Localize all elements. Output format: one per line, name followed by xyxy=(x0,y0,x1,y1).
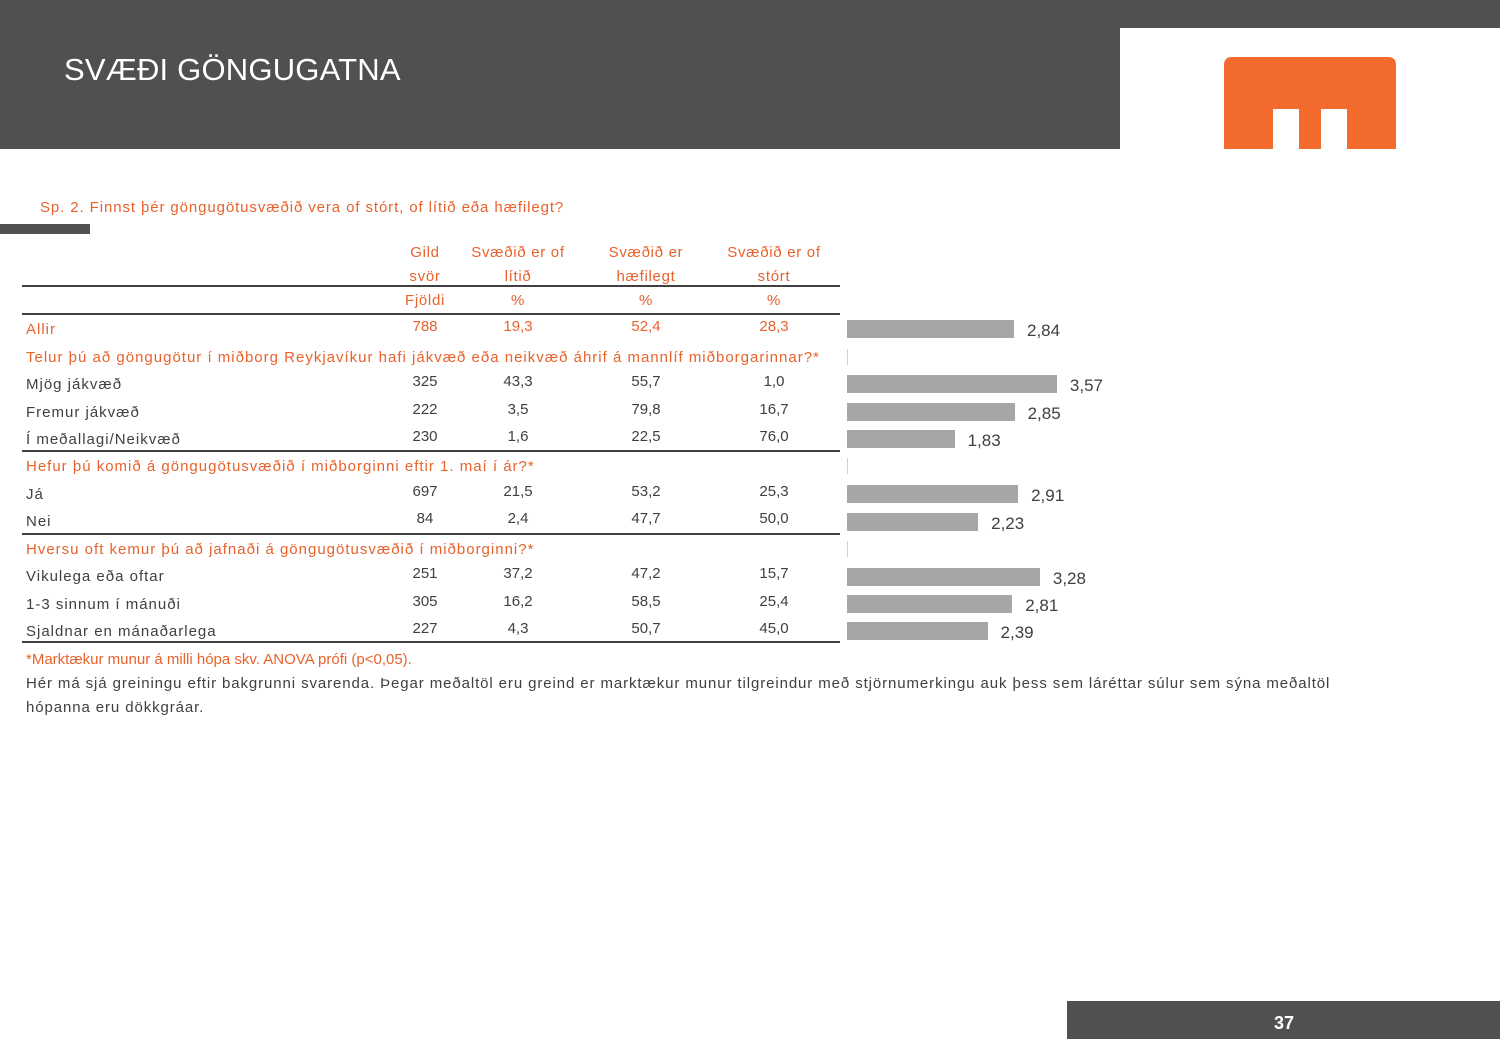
cell-percent: 16,7 xyxy=(759,401,789,418)
cell-percent: 50,7 xyxy=(631,620,661,637)
col-unit-percent: % xyxy=(766,292,782,309)
mean-label: 2,85 xyxy=(1027,404,1061,423)
accent-bar xyxy=(0,224,90,234)
col-header-count: Gild svör xyxy=(409,244,441,285)
page-number: 37 xyxy=(1273,1013,1295,1033)
mean-bar xyxy=(847,622,988,640)
cell-count: 230 xyxy=(412,428,438,445)
col-header-too-big: Svæðið er of stórt xyxy=(727,244,821,285)
cell-percent: 47,2 xyxy=(631,565,661,582)
cell-percent: 21,5 xyxy=(503,483,533,500)
cell-percent: 25,3 xyxy=(759,483,789,500)
axis-tick xyxy=(847,541,848,557)
mean-bar xyxy=(847,375,1057,393)
group-title: Telur þú að göngugötur í miðborg Reykjavíkur hafi jákvæð eða neikvæð áhrif á mannlíf miðborgarinnar?* xyxy=(26,349,820,366)
cell-percent: 50,0 xyxy=(759,510,789,527)
cell-count: 227 xyxy=(412,620,438,637)
mean-bar xyxy=(847,430,955,448)
cell-percent: 76,0 xyxy=(759,428,789,445)
mean-label: 2,84 xyxy=(1026,321,1061,340)
cell-percent: 53,2 xyxy=(631,483,661,500)
cell-count: 697 xyxy=(412,483,438,500)
cell-percent: 47,7 xyxy=(631,510,661,527)
mean-bar xyxy=(847,595,1012,613)
col-unit-percent: % xyxy=(510,292,526,309)
cell-percent: 37,2 xyxy=(503,565,533,582)
group-rule xyxy=(22,450,840,452)
brand-logo-icon xyxy=(1224,57,1396,149)
cell-percent: 1,6 xyxy=(507,428,529,445)
mean-bar xyxy=(847,568,1040,586)
cell-count: 222 xyxy=(412,401,438,418)
row-label: 1-3 sinnum í mánuði xyxy=(26,596,181,613)
cell-percent: 22,5 xyxy=(631,428,661,445)
col-unit-percent: % xyxy=(638,292,654,309)
cell-percent: 45,0 xyxy=(759,620,789,637)
group-rule xyxy=(22,533,840,535)
row-label: Í meðallagi/Neikvæð xyxy=(26,431,181,448)
row-label-total: Allir xyxy=(26,321,56,338)
table-rule xyxy=(22,285,840,287)
cell-percent: 58,5 xyxy=(631,593,661,610)
mean-bar xyxy=(847,403,1015,421)
group-title: Hefur þú komið á göngugötusvæðið í miðborginni eftir 1. maí í ár?* xyxy=(26,458,535,475)
cell-percent: 52,4 xyxy=(631,318,661,335)
mean-bar xyxy=(847,513,978,531)
cell-percent: 16,2 xyxy=(503,593,533,610)
mean-label: 2,23 xyxy=(991,514,1025,533)
cell-count: 84 xyxy=(416,510,434,527)
mean-label: 1,83 xyxy=(967,431,1001,450)
row-label: Fremur jákvæð xyxy=(26,404,140,421)
footnote: *Marktækur munur á milli hópa skv. ANOVA prófi (p<0,05). xyxy=(26,651,412,668)
table-bottom-rule xyxy=(22,641,840,643)
cell-percent: 19,3 xyxy=(503,318,533,335)
cell-percent: 55,7 xyxy=(631,373,661,390)
question-text: Sp. 2. Finnst þér göngugötusvæðið vera of stórt, of lítið eða hæfilegt? xyxy=(40,199,565,216)
cell-percent: 25,4 xyxy=(759,593,789,610)
cell-percent: 79,8 xyxy=(631,401,661,418)
col-unit-count: Fjöldi xyxy=(404,292,446,309)
mean-label: 2,39 xyxy=(1000,623,1034,642)
cell-percent: 4,3 xyxy=(507,620,529,637)
cell-percent: 15,7 xyxy=(759,565,789,582)
cell-percent: 1,0 xyxy=(763,373,785,390)
row-label: Vikulega eða oftar xyxy=(26,568,165,585)
table-rule xyxy=(22,313,840,315)
col-header-too-small: Svæðið er of lítið xyxy=(471,244,565,285)
row-label: Sjaldnar en mánaðarlega xyxy=(26,623,217,640)
cell-percent: 3,5 xyxy=(507,401,529,418)
cell-percent: 28,3 xyxy=(759,318,789,335)
mean-label: 3,57 xyxy=(1069,376,1103,395)
group-title: Hversu oft kemur þú að jafnaði á göngugötusvæðið í miðborginni?* xyxy=(26,541,535,558)
row-label: Nei xyxy=(26,513,52,530)
mean-label: 3,28 xyxy=(1052,569,1086,588)
row-label: Mjög jákvæð xyxy=(26,376,123,393)
cell-count: 788 xyxy=(412,318,438,335)
axis-tick xyxy=(847,458,848,474)
cell-count: 325 xyxy=(412,373,438,390)
axis-tick xyxy=(847,349,848,365)
cell-count: 305 xyxy=(412,593,438,610)
mean-bar xyxy=(847,485,1018,503)
page-title: SVÆÐI GÖNGUGATNA xyxy=(64,52,401,87)
col-header-suitable: Svæðið er hæfilegt xyxy=(608,244,684,285)
mean-bar xyxy=(847,320,1014,338)
cell-percent: 43,3 xyxy=(503,373,533,390)
cell-percent: 2,4 xyxy=(507,510,529,527)
cell-count: 251 xyxy=(412,565,438,582)
description: Hér má sjá greiningu eftir bakgrunni svarenda. Þegar meðaltöl eru greind er marktækur munur tilgreindur með stjörnumerkingu auk þess sem láréttar súlur sem sýna meðaltöl hópanna eru dökkgráar. xyxy=(26,675,1331,716)
row-label: Já xyxy=(26,486,44,503)
mean-label: 2,91 xyxy=(1031,486,1065,505)
mean-label: 2,81 xyxy=(1025,596,1059,615)
